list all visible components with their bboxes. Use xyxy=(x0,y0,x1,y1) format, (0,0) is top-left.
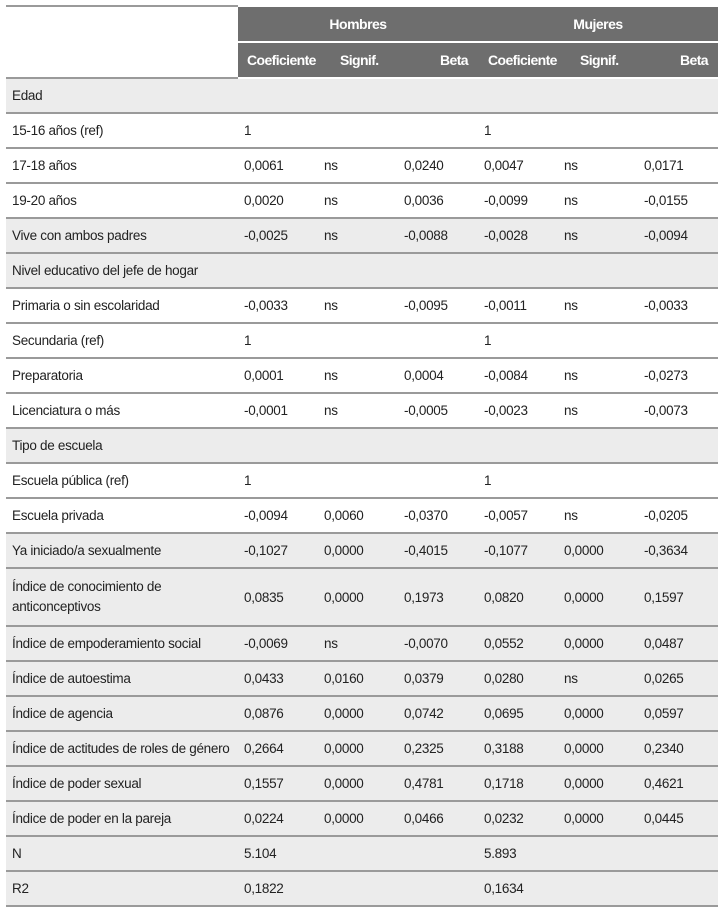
cell-beta-mujeres: -0,0033 xyxy=(644,298,688,313)
row-label: R2 xyxy=(12,880,29,896)
cell-coeficiente-hombres: 1 xyxy=(244,123,252,138)
table-row-section xyxy=(6,569,718,627)
cell-signif-hombres: 0,0060 xyxy=(324,508,364,523)
cell-beta-mujeres: -0,3634 xyxy=(644,543,688,558)
cell-beta-hombres: 0,1973 xyxy=(404,589,444,605)
cell-beta-mujeres: -0,0205 xyxy=(644,508,688,523)
row-label: Escuela privada xyxy=(12,507,104,523)
cell-coeficiente-mujeres: 0,1634 xyxy=(484,881,524,896)
cell-beta-hombres: -0,0088 xyxy=(404,228,448,243)
table-row-section xyxy=(6,219,718,254)
cell-coeficiente-mujeres: 1 xyxy=(484,473,492,488)
cell-coeficiente-mujeres: 0,0820 xyxy=(484,589,524,605)
header-group-row xyxy=(238,7,718,41)
cell-coeficiente-mujeres: 0,0695 xyxy=(484,706,524,721)
row-label: Edad xyxy=(12,87,43,103)
cell-coeficiente-mujeres: 0,1718 xyxy=(484,776,524,791)
row-label: Índice de autoestima xyxy=(12,670,131,686)
cell-signif-hombres: 0,0000 xyxy=(324,706,364,721)
cell-coeficiente-hombres: -0,0001 xyxy=(244,403,288,418)
cell-beta-mujeres: -0,0073 xyxy=(644,403,688,418)
cell-beta-hombres: -0,0370 xyxy=(404,508,448,523)
cell-coeficiente-hombres: 0,0224 xyxy=(244,811,284,826)
table-header xyxy=(6,5,718,79)
row-label: Índice de poder sexual xyxy=(12,775,142,791)
cell-coeficiente-hombres: -0,0033 xyxy=(244,298,288,313)
cell-signif-hombres: ns xyxy=(324,158,338,173)
table-row-section xyxy=(6,429,718,464)
cell-signif-mujeres: ns xyxy=(564,298,578,313)
cell-beta-mujeres: 0,4621 xyxy=(644,776,684,791)
cell-beta-hombres: 0,0036 xyxy=(404,193,444,208)
cell-beta-hombres: 0,0240 xyxy=(404,158,444,173)
cell-coeficiente-mujeres: 0,3188 xyxy=(484,741,524,756)
row-label: N xyxy=(12,845,22,861)
cell-beta-hombres: -0,4015 xyxy=(404,543,448,558)
table-row xyxy=(6,289,718,324)
row-label: Índice de actitudes de roles de género xyxy=(12,740,230,756)
table-row-section xyxy=(6,767,718,802)
table-row-section xyxy=(6,254,718,289)
cell-signif-hombres: 0,0000 xyxy=(324,741,364,756)
cell-signif-hombres: ns xyxy=(324,298,338,313)
cell-coeficiente-hombres: -0,0069 xyxy=(244,636,288,651)
row-label: 15-16 años (ref) xyxy=(12,122,104,138)
cell-signif-hombres: 0,0000 xyxy=(324,543,364,558)
table-row-section xyxy=(6,627,718,662)
table-row xyxy=(6,464,718,499)
row-label: Primaria o sin escolaridad xyxy=(12,297,160,313)
cell-coeficiente-hombres: 1 xyxy=(244,333,252,348)
cell-signif-hombres: 0,0000 xyxy=(324,776,364,791)
group-header-hombres: Hombres xyxy=(329,16,387,32)
table-row xyxy=(6,324,718,359)
cell-coeficiente-mujeres: 1 xyxy=(484,123,492,138)
cell-signif-mujeres: 0,0000 xyxy=(564,706,604,721)
cell-beta-hombres: 0,0466 xyxy=(404,811,444,826)
cell-beta-mujeres: -0,0273 xyxy=(644,368,688,383)
cell-coeficiente-mujeres: 0,0047 xyxy=(484,158,524,173)
cell-beta-mujeres: -0,0155 xyxy=(644,193,688,208)
cell-beta-mujeres: 0,2340 xyxy=(644,741,684,756)
cell-beta-mujeres: 0,0445 xyxy=(644,811,684,826)
cell-signif-mujeres: ns xyxy=(564,368,578,383)
column-header-beta-mujeres: Beta xyxy=(680,52,708,68)
cell-signif-mujeres: 0,0000 xyxy=(564,543,604,558)
table-row-section xyxy=(6,837,718,872)
cell-signif-hombres: ns xyxy=(324,193,338,208)
cell-coeficiente-hombres: -0,0025 xyxy=(244,228,288,243)
column-header-signif-mujeres: Signif. xyxy=(580,52,619,68)
cell-beta-mujeres: 0,0487 xyxy=(644,636,684,651)
cell-coeficiente-mujeres: -0,0023 xyxy=(484,403,528,418)
cell-signif-mujeres: ns xyxy=(564,158,578,173)
header-label-column xyxy=(6,5,238,79)
cell-beta-mujeres: 0,0265 xyxy=(644,671,684,686)
row-label: Nivel educativo del jefe de hogar xyxy=(12,262,198,278)
cell-signif-hombres: ns xyxy=(324,403,338,418)
cell-signif-mujeres: ns xyxy=(564,671,578,686)
cell-signif-mujeres: ns xyxy=(564,193,578,208)
column-header-beta-hombres: Beta xyxy=(440,52,468,68)
cell-signif-hombres: ns xyxy=(324,368,338,383)
row-label: Vive con ambos padres xyxy=(12,227,147,243)
cell-signif-mujeres: ns xyxy=(564,228,578,243)
cell-coeficiente-hombres: 0,0061 xyxy=(244,158,284,173)
cell-beta-hombres: 0,0004 xyxy=(404,368,444,383)
column-header-coeficiente-hombres: Coeficiente xyxy=(247,52,316,68)
cell-signif-mujeres: ns xyxy=(564,403,578,418)
row-label: 17-18 años xyxy=(12,157,77,173)
cell-coeficiente-hombres: 0,1557 xyxy=(244,776,284,791)
row-label: Secundaria (ref) xyxy=(12,332,104,348)
row-label: Licenciatura o más xyxy=(12,402,120,418)
table-row-section xyxy=(6,802,718,837)
cell-coeficiente-mujeres: 0,0280 xyxy=(484,671,524,686)
cell-coeficiente-hombres: 0,0876 xyxy=(244,706,284,721)
cell-beta-hombres: 0,0379 xyxy=(404,671,444,686)
cell-signif-hombres: 0,0000 xyxy=(324,589,364,605)
cell-coeficiente-hombres: 0,0001 xyxy=(244,368,284,383)
table-row-section xyxy=(6,732,718,767)
cell-coeficiente-hombres: -0,1027 xyxy=(244,543,288,558)
table-row xyxy=(6,499,718,534)
cell-signif-mujeres: 0,0000 xyxy=(564,589,604,605)
cell-signif-mujeres: ns xyxy=(564,508,578,523)
row-label: 19-20 años xyxy=(12,192,77,208)
table-row-section xyxy=(6,697,718,732)
table-row xyxy=(6,394,718,429)
row-label: Índice de agencia xyxy=(12,705,113,721)
table-row xyxy=(6,114,718,149)
cell-signif-hombres: ns xyxy=(324,228,338,243)
cell-coeficiente-hombres: 0,0020 xyxy=(244,193,284,208)
cell-coeficiente-mujeres: -0,0011 xyxy=(484,298,527,313)
cell-coeficiente-mujeres: 0,0552 xyxy=(484,636,524,651)
cell-coeficiente-hombres: 1 xyxy=(244,473,252,488)
cell-coeficiente-mujeres: -0,0057 xyxy=(484,508,528,523)
cell-coeficiente-hombres: 0,0433 xyxy=(244,671,284,686)
cell-coeficiente-hombres: -0,0094 xyxy=(244,508,288,523)
column-header-coeficiente-mujeres: Coeficiente xyxy=(488,52,557,68)
cell-coeficiente-hombres: 0,0835 xyxy=(244,589,284,605)
cell-beta-hombres: 0,0742 xyxy=(404,706,444,721)
cell-beta-hombres: -0,0070 xyxy=(404,636,448,651)
table-row-section xyxy=(6,534,718,569)
cell-coeficiente-mujeres: -0,0099 xyxy=(484,193,528,208)
cell-beta-mujeres: 0,1597 xyxy=(644,589,684,605)
cell-coeficiente-hombres: 5.104 xyxy=(244,846,277,861)
cell-signif-mujeres: 0,0000 xyxy=(564,811,604,826)
row-label: Preparatoria xyxy=(12,367,83,383)
cell-beta-mujeres: -0,0094 xyxy=(644,228,688,243)
cell-coeficiente-hombres: 0,1822 xyxy=(244,881,284,896)
cell-signif-hombres: ns xyxy=(324,636,338,651)
cell-signif-hombres: 0,0160 xyxy=(324,671,364,686)
cell-beta-hombres: -0,0005 xyxy=(404,403,448,418)
cell-signif-mujeres: 0,0000 xyxy=(564,776,604,791)
cell-beta-hombres: 0,4781 xyxy=(404,776,444,791)
row-label: Índice de poder en la pareja xyxy=(12,810,171,826)
table-row xyxy=(6,359,718,394)
cell-coeficiente-mujeres: -0,0084 xyxy=(484,368,528,383)
row-label: Tipo de escuela xyxy=(12,437,103,453)
row-label: Escuela pública (ref) xyxy=(12,472,129,488)
table-row-section xyxy=(6,662,718,697)
table-body xyxy=(6,79,718,907)
table-row xyxy=(6,149,718,184)
row-label: Ya iniciado/a sexualmente xyxy=(12,542,162,558)
header-column-row xyxy=(238,43,718,77)
cell-beta-hombres: -0,0095 xyxy=(404,298,448,313)
row-label: Índice de conocimiento de anticonceptivos xyxy=(12,579,162,614)
cell-coeficiente-hombres: 0,2664 xyxy=(244,741,284,756)
table-row-section xyxy=(6,79,718,114)
table-row-section xyxy=(6,872,718,907)
column-header-signif-hombres: Signif. xyxy=(340,52,379,68)
cell-coeficiente-mujeres: 0,0232 xyxy=(484,811,524,826)
cell-beta-mujeres: 0,0171 xyxy=(644,158,684,173)
cell-signif-hombres: 0,0000 xyxy=(324,811,364,826)
cell-coeficiente-mujeres: -0,0028 xyxy=(484,228,528,243)
cell-signif-mujeres: 0,0000 xyxy=(564,741,604,756)
regression-table xyxy=(6,5,718,907)
table-row xyxy=(6,184,718,219)
cell-coeficiente-mujeres: 1 xyxy=(484,333,492,348)
group-header-mujeres: Mujeres xyxy=(573,16,623,32)
row-label: Índice de empoderamiento social xyxy=(12,635,201,651)
cell-coeficiente-mujeres: 5.893 xyxy=(484,846,517,861)
cell-beta-hombres: 0,2325 xyxy=(404,741,444,756)
cell-beta-mujeres: 0,0597 xyxy=(644,706,684,721)
cell-coeficiente-mujeres: -0,1077 xyxy=(484,543,528,558)
cell-signif-mujeres: 0,0000 xyxy=(564,636,604,651)
